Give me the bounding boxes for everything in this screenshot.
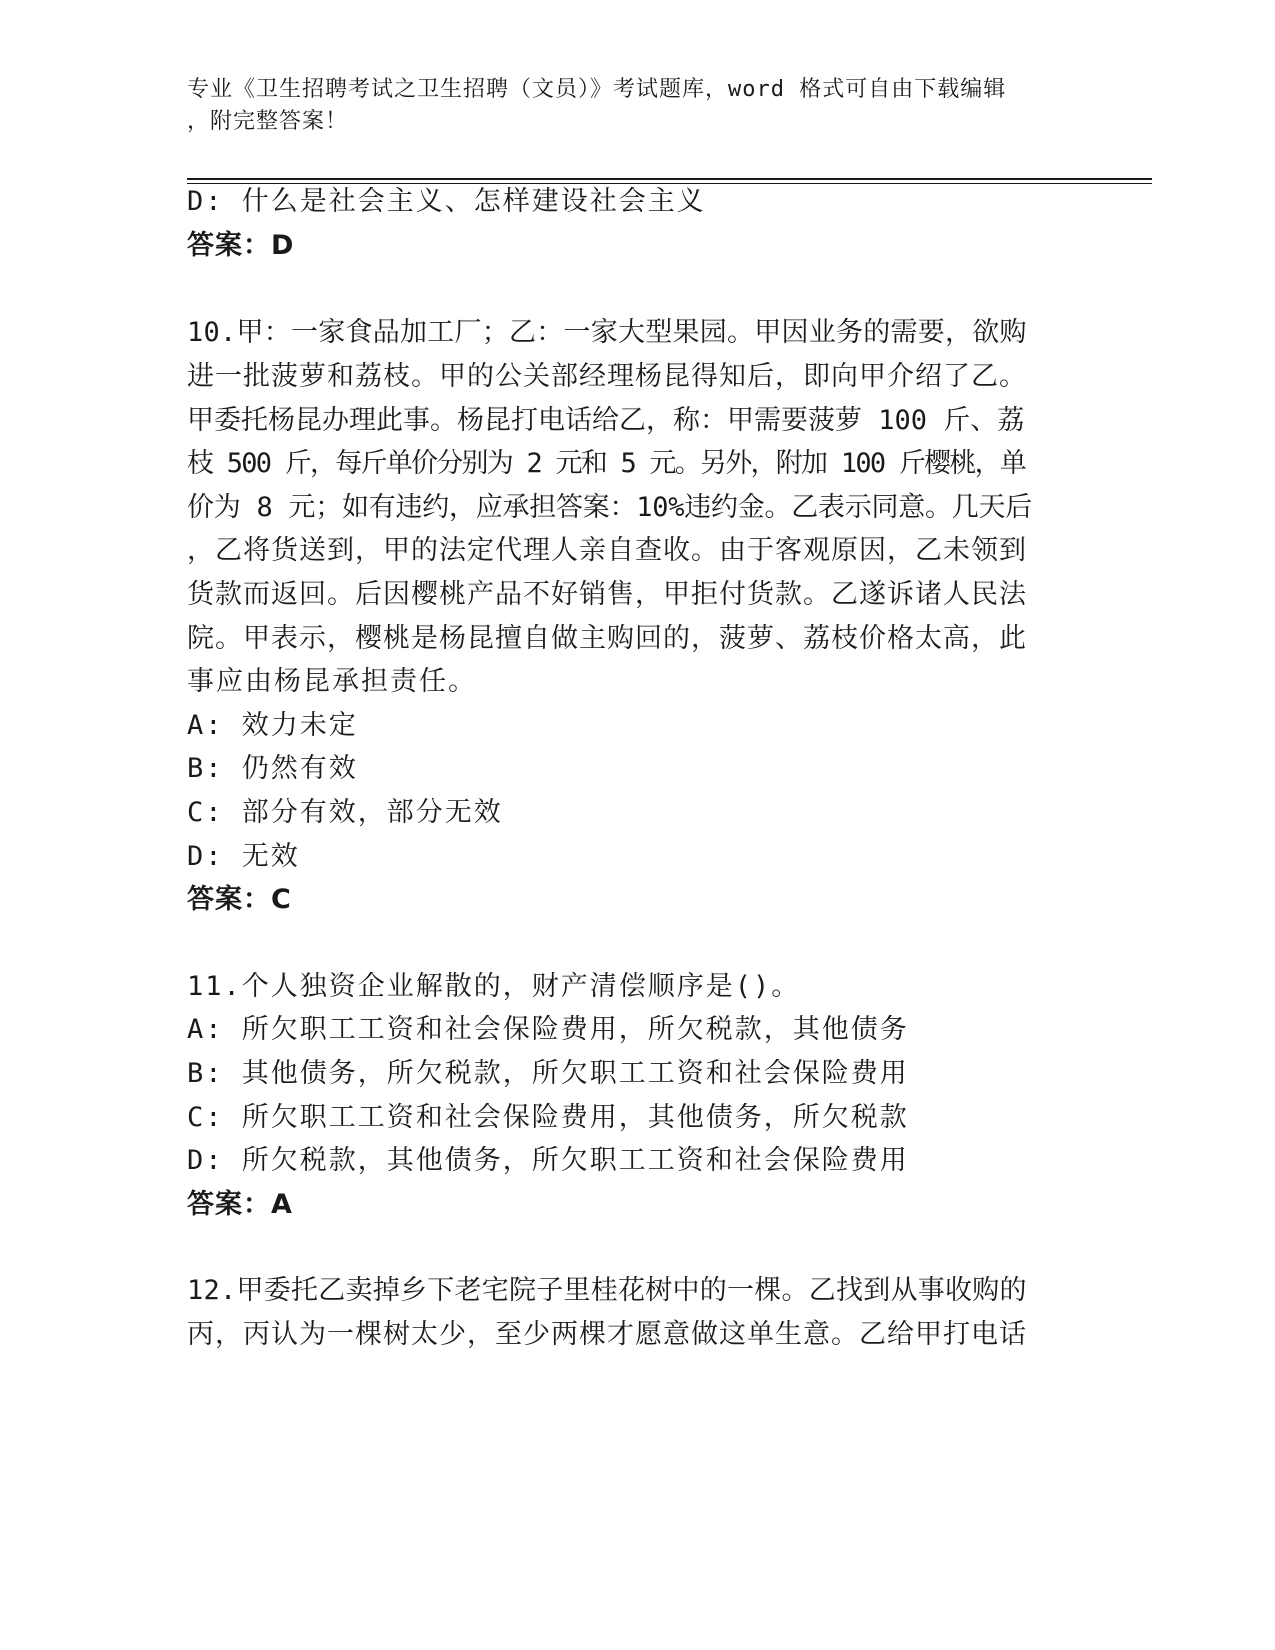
header-divider	[187, 178, 1152, 180]
q10-stem-line: 院。甲表示，樱桃是杨昆擅自做主购回的，菠萝、荔枝价格太高，此	[187, 623, 1027, 654]
q10-option-b: B: 仍然有效	[187, 753, 358, 784]
q11-option-d: D: 所欠税款，其他债务，所欠职工工资和社会保险费用	[187, 1145, 909, 1176]
q11-option-b: B: 其他债务，所欠税款，所欠职工工资和社会保险费用	[187, 1058, 909, 1089]
q10-stem-line: ，乙将货送到，甲的法定代理人亲自查收。由于客观原因，乙未领到	[187, 535, 1027, 566]
q10-stem-line: 枝 500 斤，每斤单价分别为 2 元和 5 元。另外，附加 100 斤樱桃，单	[187, 448, 1026, 479]
q10-option-c: C: 部分有效，部分无效	[187, 797, 503, 828]
q10-stem-line: 10.甲：一家食品加工厂；乙：一家大型果园。甲因业务的需要，欲购	[187, 317, 1027, 348]
document-header	[187, 74, 1067, 138]
header-line-2: ，附完整答案！	[187, 109, 349, 134]
q11-option-a: A: 所欠职工工资和社会保险费用，所欠税款，其他债务	[187, 1014, 909, 1045]
q10-option-d: D: 无效	[187, 841, 300, 872]
prev-option-d: D: 什么是社会主义、怎样建设社会主义	[187, 186, 706, 217]
q10-stem-line: 甲委托杨昆办理此事。杨昆打电话给乙，称：甲需要菠萝 100 斤、荔	[187, 405, 1025, 436]
q11-option-c: C: 所欠职工工资和社会保险费用，其他债务，所欠税款	[187, 1102, 909, 1133]
q12-stem-line: 丙，丙认为一棵树太少，至少两棵才愿意做这单生意。乙给甲打电话	[187, 1319, 1027, 1350]
q10-option-a: A: 效力未定	[187, 710, 358, 741]
q10-answer: 答案：C	[187, 884, 292, 915]
q12-stem-line: 12.甲委托乙卖掉乡下老宅院子里桂花树中的一棵。乙找到从事收购的	[187, 1275, 1027, 1306]
q11-stem: 11.个人独资企业解散的，财产清偿顺序是()。	[187, 971, 801, 1002]
q10-stem-line: 事应由杨昆承担责任。	[187, 666, 477, 697]
q11-answer: 答案：A	[187, 1189, 293, 1220]
q10-stem-line: 价为 8 元；如有违约，应承担答案：10%违约金。乙表示同意。几天后	[187, 492, 1033, 523]
prev-answer: 答案：D	[187, 230, 295, 261]
q10-stem-line: 进一批菠萝和荔枝。甲的公关部经理杨昆得知后，即向甲介绍了乙。	[187, 361, 1027, 392]
header-line-1: 专业《卫生招聘考试之卫生招聘（文员）》考试题库，word 格式可自由下载编辑	[187, 77, 1007, 102]
q10-stem-line: 货款而返回。后因樱桃产品不好销售，甲拒付货款。乙遂诉诸人民法	[187, 579, 1027, 610]
